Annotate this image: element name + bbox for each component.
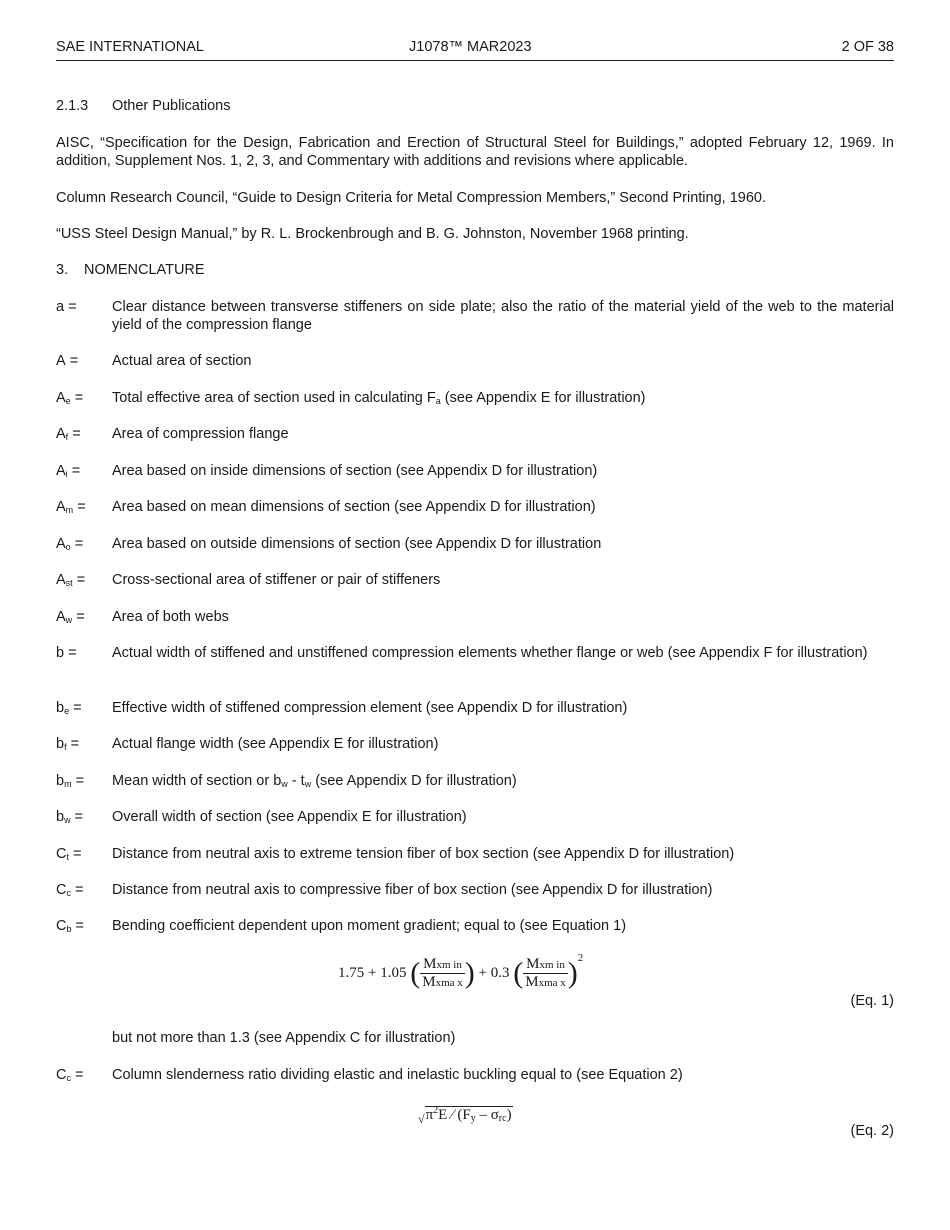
symbol-Ao: $A_o$ =: [56, 536, 84, 552]
symbol-Cc-slenderness: $C_c$ =: [56, 1067, 84, 1083]
symbol-Af: $A_f$ =: [56, 426, 81, 442]
eq1-fraction-1: $\frac{\text{Mxm in}}{\text{Mxma x}}$: [422, 956, 463, 990]
symbol-Ai: $A_i$ =: [56, 463, 81, 479]
definition-Am: Area based on mean dimensions of section (see Appendix D for illustration): [112, 499, 596, 515]
definition-Cc-slenderness: Column slenderness ratio dividing elastic and inelastic buckling equal to (see Equation 2): [112, 1067, 683, 1083]
definition-bm: Mean width of section or $b_w - t_w$ (see Appendix D for illustration): [112, 773, 517, 789]
section-2-1-3-title: Other Publications: [112, 98, 231, 114]
symbol-a: a =: [56, 299, 77, 315]
equation-2: $_√\pi^2E$ ⁄ $(F_y - \sigma_{rc})$: [418, 1105, 512, 1126]
equation-1-label: (Eq. 1): [850, 993, 894, 1009]
equation-2-label: (Eq. 2): [850, 1123, 894, 1139]
definition-Ai: Area based on inside dimensions of section (see Appendix D for illustration): [112, 463, 598, 479]
symbol-Aw: $A_w$ =: [56, 609, 85, 625]
definition-Ao: Area based on outside dimensions of section (see Appendix D for illustration: [112, 536, 602, 552]
definition-b: Actual width of stiffened and unstiffened compression elements whether flange or web (see Appendix F for illustration): [112, 645, 868, 661]
publication-crc: Column Research Council, “Guide to Design Criteria for Metal Compression Members,” Second Printing, 1960.: [56, 190, 766, 206]
definition-bw: Overall width of section (see Appendix E for illustration): [112, 809, 467, 825]
header-doc-id: J1078™ MAR2023: [409, 39, 532, 55]
definition-A: Actual area of section: [112, 353, 252, 369]
equation-1-note: but not more than 1.3 (see Appendix C for illustration): [112, 1030, 456, 1046]
definition-Cc-fiber: Distance from neutral axis to compressive fiber of box section (see Appendix D for illustration): [112, 882, 713, 898]
symbol-A: A =: [56, 353, 79, 369]
symbol-bm: $b_m$ =: [56, 773, 85, 789]
symbol-Cc-fiber: $C_c$ =: [56, 882, 84, 898]
header-page-number: 2 OF 38: [841, 39, 894, 55]
symbol-Ae: $A_e$ =: [56, 390, 84, 406]
symbol-bf: $b_f$ =: [56, 736, 80, 752]
symbol-Am: $A_m$ =: [56, 499, 86, 515]
header-org: SAE INTERNATIONAL: [56, 39, 204, 55]
publication-aisc: AISC, “Specification for the Design, Fabrication and Erection of Structural Steel for Buildings,” adopted February 12, 1969. In addition, Supplement Nos. 1, 2, 3, and Commentary with additions and revisions where applicable.: [56, 135, 894, 169]
definition-Ct: Distance from neutral axis to extreme tension fiber of box section (see Appendix D for illustration): [112, 846, 735, 862]
equation-1: 1.75 + 1.05 ( $\frac{\text{Mxm in}}{\text{Mxma x}}$ ) + 0.3 ( $\frac{\text{Mxm in}}{\text{Mxma x}}$ )$^2$: [338, 951, 584, 990]
definition-be: Effective width of stiffened compression element (see Appendix D for illustration): [112, 700, 628, 716]
definition-Ast: Cross-sectional area of stiffener or pair of stiffeners: [112, 572, 441, 588]
symbol-b: b =: [56, 645, 77, 661]
definition-Ae: Total effective area of section used in calculating $F_a$ (see Appendix E for illustration): [112, 390, 646, 406]
symbol-Ast: $A_{st}$ =: [56, 572, 86, 588]
definition-bf: Actual flange width (see Appendix E for illustration): [112, 736, 439, 752]
symbol-be: $b_e$ =: [56, 700, 82, 716]
definition-Af: Area of compression flange: [112, 426, 289, 442]
symbol-Cb: $C_b$ =: [56, 918, 84, 934]
page-header: [56, 38, 894, 61]
section-3-title: NOMENCLATURE: [84, 262, 205, 278]
definition-Aw: Area of both webs: [112, 609, 229, 625]
publication-uss: “USS Steel Design Manual,” by R. L. Brockenbrough and B. G. Johnston, November 1968 printing.: [56, 226, 689, 242]
symbol-Ct: $C_t$ =: [56, 846, 82, 862]
section-2-1-3-number: 2.1.3: [56, 98, 89, 114]
definition-Cb: Bending coefficient dependent upon moment gradient; equal to (see Equation 1): [112, 918, 627, 934]
section-3-number: 3.: [56, 262, 69, 278]
definition-a: Clear distance between transverse stiffeners on side plate; also the ratio of the material yield of the web to the material yield of the compression flange: [112, 299, 894, 333]
eq1-fraction-2: $\frac{\text{Mxm in}}{\text{Mxma x}}$: [525, 956, 566, 990]
symbol-bw: $b_w$ =: [56, 809, 84, 825]
sqrt-radical-icon: √: [418, 1112, 425, 1126]
